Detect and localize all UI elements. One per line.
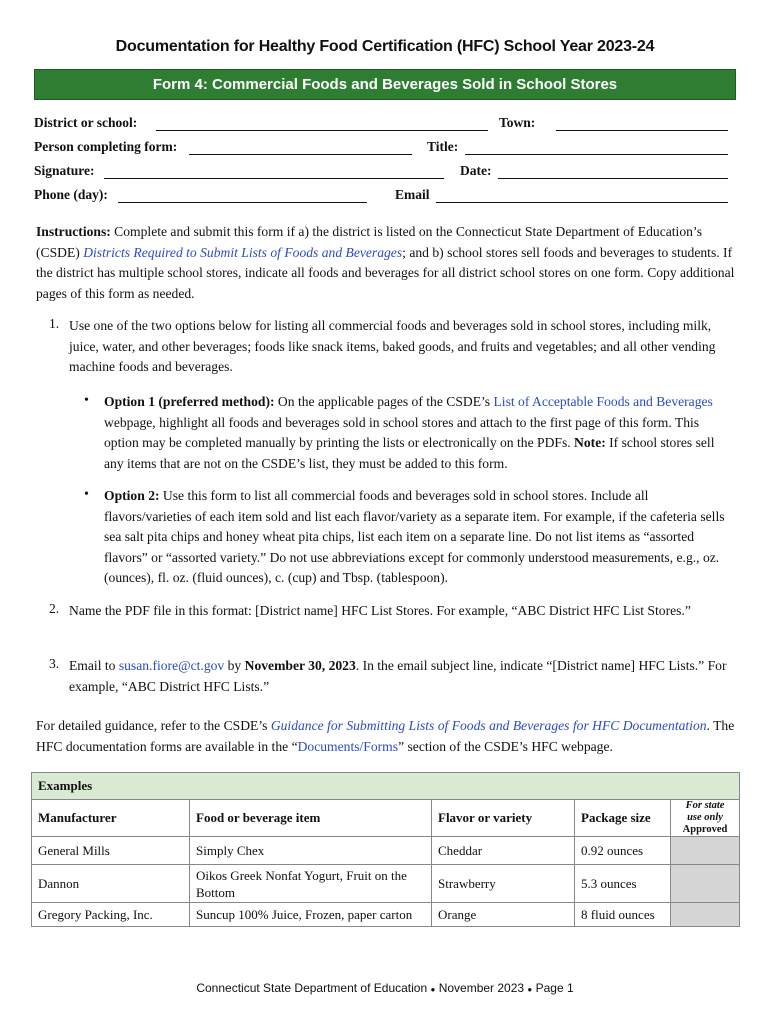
cell-item: Oikos Greek Nonfat Yogurt, Fruit on the Bottom bbox=[190, 865, 432, 903]
option-2-text: Option 2: Use this form to list all commercial foods and beverages sold in school stores. Include all flavors/varieties of each item sold and list each flavor/variety as a separate item. For example, if the cafeteria sells sea salt pita chips and honey wheat pita chips, list each item on a separate line. Do not list items as “assorted flavors” or “assorted variety.” Do not use abbreviations except for commonly understood measurements, e.g., oz. (ounces), fl. oz. (fluid ounces), c. (cup) and Tbsp. (tablespoon). bbox=[104, 488, 725, 585]
step-2-text: Name the PDF file in this format: [District name] HFC List Stores. For example, “ABC District HFC List Stores.” bbox=[69, 603, 691, 618]
step-1-number: 1. bbox=[49, 316, 60, 331]
town-label: Town: bbox=[499, 115, 536, 130]
cell-manufacturer: General Mills bbox=[32, 837, 190, 865]
form-title-banner: Form 4: Commercial Foods and Beverages Sold in School Stores bbox=[34, 69, 736, 100]
date-label: Date: bbox=[460, 163, 492, 178]
email-link[interactable]: susan.fiore@ct.gov bbox=[118, 658, 225, 673]
person-label: Person completing form: bbox=[34, 139, 178, 154]
town-field[interactable] bbox=[556, 130, 728, 131]
table-row bbox=[32, 903, 740, 927]
guidance-link[interactable]: Guidance for Submitting Lists of Foods and Beverages for HFC Documentation bbox=[270, 718, 707, 733]
examples-table bbox=[31, 772, 740, 927]
person-field[interactable] bbox=[189, 154, 412, 155]
examples-header-row bbox=[32, 773, 740, 800]
cell-state-use bbox=[671, 865, 740, 903]
phone-row bbox=[34, 187, 736, 207]
signature-row bbox=[34, 163, 736, 183]
option-2-bullet: • bbox=[84, 487, 89, 502]
col-header-state-use: For state use only Approved bbox=[671, 800, 740, 837]
col-header-flavor: Flavor or variety bbox=[432, 800, 575, 837]
cell-state-use bbox=[671, 903, 740, 927]
cell-size: 8 fluid ounces bbox=[575, 903, 671, 927]
title-label: Title: bbox=[427, 139, 459, 154]
footer-separator-icon: ● bbox=[430, 985, 436, 994]
cell-manufacturer: Gregory Packing, Inc. bbox=[32, 903, 190, 927]
option-1-text: Option 1 (preferred method): On the applicable pages of the CSDE’s List of Acceptable Foods and Beverages webpage, highlight all foods and beverages sold in school stores and attach to the first page of this form. This option may be completed manually by printing the lists or electronically on the PDFs. Note: If school stores sell any items that are not on the CSDE’s list, they must be added to this form. bbox=[104, 394, 715, 471]
cell-flavor: Cheddar bbox=[432, 837, 575, 865]
cell-flavor: Strawberry bbox=[432, 865, 575, 903]
person-row bbox=[34, 139, 736, 159]
acceptable-foods-link[interactable]: List of Acceptable Foods and Beverages bbox=[493, 394, 713, 409]
cell-item: Simply Chex bbox=[190, 837, 432, 865]
footer-separator-icon: ● bbox=[527, 985, 533, 994]
col-header-manufacturer: Manufacturer bbox=[32, 800, 190, 837]
step-3-text: Email to susan.fiore@ct.gov by November 30, 2023. In the email subject line, indicate “[District name] HFC Lists.” For example, “ABC District HFC Lists.” bbox=[69, 658, 727, 694]
signature-field[interactable] bbox=[104, 178, 444, 179]
step-3-number: 3. bbox=[49, 656, 60, 671]
instructions-label: Instructions: bbox=[36, 224, 111, 239]
guidance-text: For detailed guidance, refer to the CSDE’s Guidance for Submitting Lists of Foods and Beverages for HFC Documentation. The HFC documentation forms are available in the “Documents/Forms” section of the CSDE’s HFC webpage. bbox=[36, 718, 735, 754]
phone-label: Phone (day): bbox=[34, 187, 108, 202]
cell-size: 5.3 ounces bbox=[575, 865, 671, 903]
table-row bbox=[32, 865, 740, 903]
cell-flavor: Orange bbox=[432, 903, 575, 927]
email-field[interactable] bbox=[436, 202, 728, 203]
documents-forms-link[interactable]: Documents/Forms bbox=[297, 738, 399, 754]
column-header-row bbox=[32, 800, 740, 837]
step-1-text: Use one of the two options below for listing all commercial foods and beverages sold in school stores, including milk, juice, water, and other beverages; foods like snack items, baked goods, and fruits and vegetables; and all other vending machine foods and beverages. bbox=[69, 318, 716, 374]
cell-manufacturer: Dannon bbox=[32, 865, 190, 903]
examples-label: Examples bbox=[32, 773, 740, 800]
step-2-number: 2. bbox=[49, 601, 60, 616]
table-row bbox=[32, 837, 740, 865]
col-header-item: Food or beverage item bbox=[190, 800, 432, 837]
instructions: Instructions: Complete and submit this form if a) the district is listed on the Connecticut State Department of Education’s (CSDE) Districts Required to Submit Lists of Foods and Beverages; and b) school stores sell foods and beverages to students. If the district has multiple school stores, indicate all foods and beverages for all district school stores on one form. Copy additional pages of this form as needed. bbox=[36, 224, 735, 301]
cell-size: 0.92 ounces bbox=[575, 837, 671, 865]
document-title: Documentation for Healthy Food Certification (HFC) School Year 2023-24 bbox=[115, 38, 655, 55]
option-1-bullet: • bbox=[84, 393, 89, 408]
page-number: Page 1 bbox=[535, 981, 574, 995]
col-header-size: Package size bbox=[575, 800, 671, 837]
page-footer: Connecticut State Department of Education ● November 2023 ● Page 1 bbox=[196, 981, 574, 995]
cell-item: Suncup 100% Juice, Frozen, paper carton bbox=[190, 903, 432, 927]
districts-required-link[interactable]: Districts Required to Submit Lists of Foods and Beverages bbox=[83, 244, 403, 260]
date-field[interactable] bbox=[498, 178, 728, 179]
district-label: District or school: bbox=[34, 115, 138, 130]
district-row bbox=[34, 115, 736, 135]
email-label: Email bbox=[395, 187, 430, 202]
signature-label: Signature: bbox=[34, 163, 95, 178]
district-field[interactable] bbox=[156, 130, 488, 131]
title-field[interactable] bbox=[465, 154, 728, 155]
phone-field[interactable] bbox=[118, 202, 367, 203]
cell-state-use bbox=[671, 837, 740, 865]
